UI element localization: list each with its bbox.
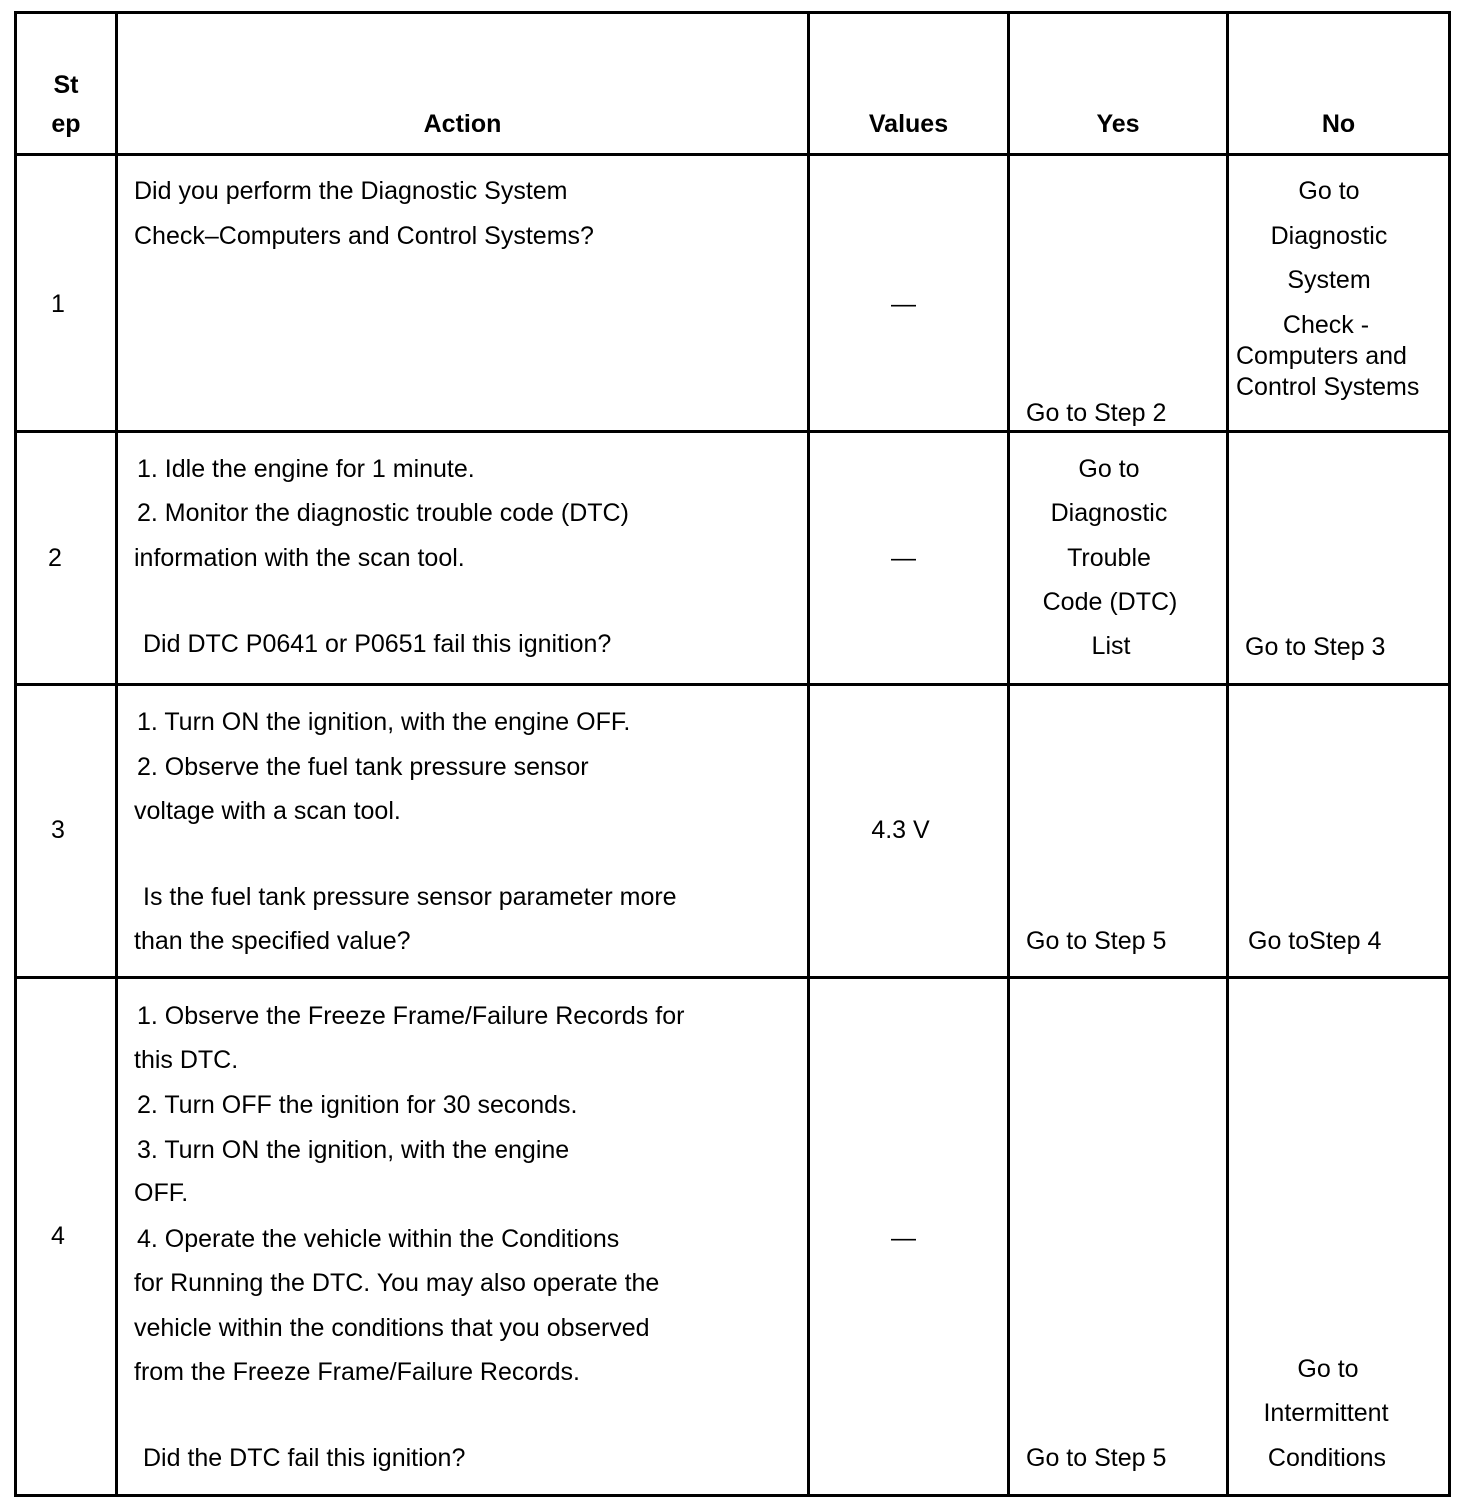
action-text: this DTC. (134, 1046, 239, 1074)
action-text: Is the fuel tank pressure sensor parameter more (143, 883, 677, 911)
header-no: No (1321, 110, 1356, 138)
no-link[interactable]: Go to (1298, 177, 1360, 205)
header-action: Action (423, 110, 502, 138)
action-text: than the specified value? (134, 927, 411, 955)
no-link[interactable]: Go to Step 3 (1245, 633, 1386, 661)
column-divider (807, 11, 810, 1497)
no-link[interactable]: Check - (1282, 311, 1370, 339)
table-border-right (1448, 11, 1451, 1497)
action-text: 3. Turn ON the ignition, with the engine (137, 1136, 570, 1164)
action-text: for Running the DTC. You may also operate the (134, 1269, 660, 1297)
yes-link[interactable]: Trouble (1067, 544, 1151, 572)
yes-link[interactable]: Diagnostic (1050, 499, 1168, 527)
action-text: information with the scan tool. (134, 544, 465, 572)
step-number: 3 (51, 816, 65, 844)
action-text: Did DTC P0641 or P0651 fail this ignition? (143, 630, 612, 658)
action-text: 2. Observe the fuel tank pressure sensor (137, 753, 589, 781)
no-link[interactable]: System (1287, 266, 1371, 294)
value-text: — (891, 1224, 916, 1252)
row-divider (14, 976, 1451, 979)
action-text: vehicle within the conditions that you observed (134, 1314, 650, 1342)
row-divider (14, 683, 1451, 686)
no-link[interactable]: Control Systems (1236, 373, 1420, 401)
header-yes: Yes (1096, 110, 1140, 138)
yes-link[interactable]: Go to Step 2 (1026, 399, 1167, 427)
step-number: 1 (51, 290, 65, 318)
header-step: St (53, 71, 79, 99)
column-divider (1007, 11, 1010, 1497)
yes-link[interactable]: Code (DTC) (1042, 588, 1178, 616)
no-link[interactable]: Go to (1297, 1355, 1359, 1383)
action-text: Did you perform the Diagnostic System (134, 177, 568, 205)
column-divider (115, 11, 118, 1497)
no-link[interactable]: Computers and (1236, 342, 1407, 370)
table-border-top (14, 11, 1451, 14)
no-link[interactable]: Intermittent (1263, 1399, 1389, 1427)
header-values: Values (868, 110, 949, 138)
yes-link[interactable]: Go to Step 5 (1026, 1444, 1167, 1472)
step-number: 4 (51, 1222, 65, 1250)
header-step: ep (51, 110, 81, 138)
row-divider (14, 430, 1451, 433)
yes-link[interactable]: Go to Step 5 (1026, 927, 1167, 955)
action-text: 4. Operate the vehicle within the Conditions (137, 1225, 620, 1253)
action-text: from the Freeze Frame/Failure Records. (134, 1358, 580, 1386)
action-text: Did the DTC fail this ignition? (143, 1444, 466, 1472)
value-text: — (891, 544, 916, 572)
action-text: 1. Idle the engine for 1 minute. (137, 455, 475, 483)
action-text: voltage with a scan tool. (134, 797, 401, 825)
action-text: 2. Monitor the diagnostic trouble code (DTC) (137, 499, 629, 527)
table-border-bottom (14, 1494, 1451, 1497)
value-text: — (891, 290, 916, 318)
no-link[interactable]: Diagnostic (1270, 222, 1388, 250)
value-text: 4.3 V (871, 816, 930, 844)
no-link[interactable]: Conditions (1267, 1444, 1387, 1472)
header-divider (14, 153, 1451, 156)
step-number: 2 (48, 544, 62, 572)
action-text: 1. Observe the Freeze Frame/Failure Records for (137, 1002, 685, 1030)
no-link[interactable]: Go toStep 4 (1248, 927, 1382, 955)
yes-link[interactable]: Go to (1078, 455, 1140, 483)
table-border-left (14, 11, 17, 1497)
action-text: Check–Computers and Control Systems? (134, 222, 594, 250)
action-text: 1. Turn ON the ignition, with the engine OFF. (137, 708, 631, 736)
yes-link[interactable]: List (1091, 632, 1131, 660)
action-text: OFF. (134, 1179, 189, 1207)
action-text: 2. Turn OFF the ignition for 30 seconds. (137, 1091, 578, 1119)
